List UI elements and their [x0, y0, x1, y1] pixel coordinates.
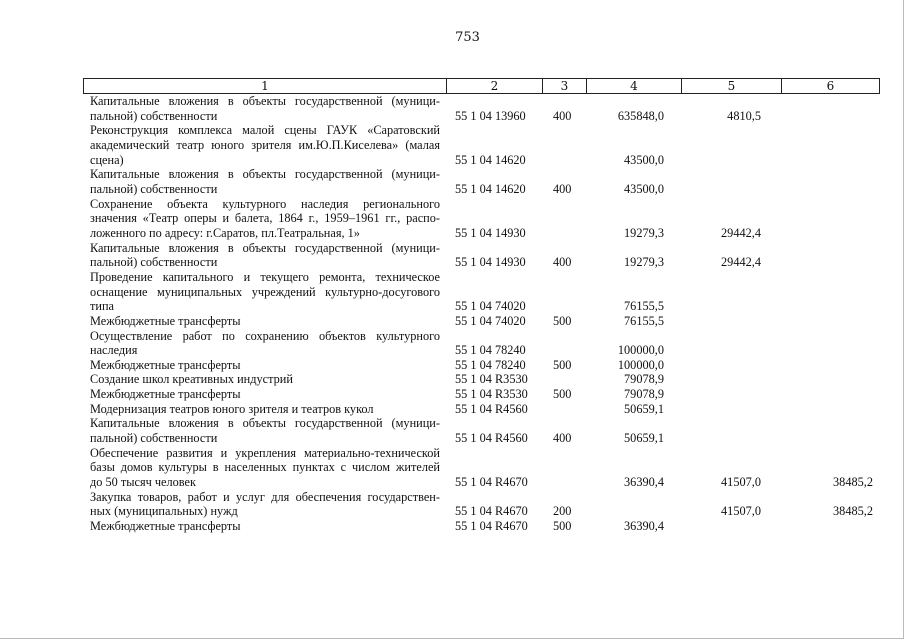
table-row: [83, 241, 878, 270]
row-code: 55 1 04 74020: [455, 313, 526, 328]
header-col-3: 3: [543, 79, 587, 93]
row-value-col4: 43500,0: [624, 152, 664, 167]
table-row: [83, 197, 878, 241]
row-value-col5: 41507,0: [721, 504, 761, 519]
row-value-col4: 19279,3: [624, 225, 664, 240]
table-row: [83, 490, 878, 519]
row-description-line: Создание школ креативных индустрий: [90, 372, 293, 387]
row-code: 55 1 04 14930: [455, 255, 526, 270]
header-col-4: 4: [587, 79, 682, 93]
row-code: 55 1 04 R4670: [455, 475, 528, 490]
row-description-line: Проведение капитального и текущего ремонта, техническое: [90, 269, 440, 284]
table-row: [83, 329, 878, 358]
row-description-line: Межбюджетные трансферты: [90, 387, 241, 402]
row-code: 55 1 04 74020: [455, 299, 526, 314]
row-description-line: Реконструкция комплекса малой сцены ГАУК «Саратовский: [90, 123, 440, 138]
row-expense-type: 500: [553, 519, 572, 534]
table-row: [83, 167, 878, 196]
row-description-line: Межбюджетные трансферты: [90, 313, 241, 328]
row-value-col4: 635848,0: [617, 108, 664, 123]
row-value-col4: 36390,4: [624, 519, 664, 534]
table-row: [83, 387, 878, 402]
table-row: [83, 314, 878, 329]
row-description-line: до 50 тысяч человек: [90, 475, 196, 490]
row-description-line: Модернизация театров юного зрителя и театров кукол: [90, 401, 374, 416]
table-body: [83, 94, 878, 534]
row-description-line: значения «Театр оперы и балета, 1864 г., 1959–1961 гг., распо-: [90, 211, 440, 226]
row-expense-type: 400: [553, 108, 572, 123]
row-value-col4: 79078,9: [624, 372, 664, 387]
row-value-col5: 29442,4: [721, 255, 761, 270]
row-code: 55 1 04 13960: [455, 108, 526, 123]
row-description-line: Капитальные вложения в объекты государственной (муници-: [90, 167, 440, 182]
row-description-line: ных (муниципальных) нужд: [90, 504, 238, 519]
row-description-line: Капитальные вложения в объекты государственной (муници-: [90, 240, 440, 255]
row-code: 55 1 04 R4670: [455, 504, 528, 519]
row-description-line: ложенного по адресу: г.Саратов, пл.Театральная, 1»: [90, 225, 360, 240]
table-row: [83, 358, 878, 373]
row-description-line: пальной) собственности: [90, 255, 218, 270]
row-description-line: базы домов культуры в населенных пунктах с числом жителей: [90, 460, 440, 475]
row-description-line: пальной) собственности: [90, 108, 218, 123]
row-value-col5: 29442,4: [721, 225, 761, 240]
row-value-col4: 79078,9: [624, 387, 664, 402]
row-value-col6: 38485,2: [833, 504, 873, 519]
table-row: [83, 446, 878, 490]
row-code: 55 1 04 14620: [455, 181, 526, 196]
row-code: 55 1 04 R4560: [455, 431, 528, 446]
row-code: 55 1 04 R3530: [455, 387, 528, 402]
table-header: [83, 78, 880, 94]
row-code: 55 1 04 78240: [455, 343, 526, 358]
row-description-line: пальной) собственности: [90, 181, 218, 196]
row-value-col4: 100000,0: [617, 343, 664, 358]
row-code: 55 1 04 78240: [455, 357, 526, 372]
row-value-col4: 100000,0: [617, 357, 664, 372]
table-row: [83, 372, 878, 387]
row-value-col4: 36390,4: [624, 475, 664, 490]
row-expense-type: 400: [553, 181, 572, 196]
header-col-2: 2: [447, 79, 543, 93]
row-value-col4: 43500,0: [624, 181, 664, 196]
table-row: [83, 270, 878, 314]
row-expense-type: 500: [553, 313, 572, 328]
row-expense-type: 400: [553, 255, 572, 270]
row-expense-type: 400: [553, 431, 572, 446]
row-description-line: Сохранение объекта культурного наследия регионального: [90, 196, 440, 211]
header-col-1: 1: [84, 79, 447, 93]
header-col-6: 6: [826, 79, 835, 93]
row-description-line: типа: [90, 299, 114, 314]
table-row: [83, 519, 878, 534]
header-col-5: 5: [682, 79, 782, 93]
row-description-line: Обеспечение развития и укрепления материально-технической: [90, 445, 440, 460]
row-value-col4: 50659,1: [624, 431, 664, 446]
row-value-col5: 4810,5: [727, 108, 761, 123]
row-code: 55 1 04 14620: [455, 152, 526, 167]
row-code: 55 1 04 R3530: [455, 372, 528, 387]
row-description-line: Межбюджетные трансферты: [90, 519, 241, 534]
row-code: 55 1 04 14930: [455, 225, 526, 240]
row-description-line: Межбюджетные трансферты: [90, 357, 241, 372]
row-value-col6: 38485,2: [833, 475, 873, 490]
row-value-col4: 19279,3: [624, 255, 664, 270]
row-value-col4: 50659,1: [624, 401, 664, 416]
row-code: 55 1 04 R4670: [455, 519, 528, 534]
row-value-col4: 76155,5: [624, 313, 664, 328]
page-number: 753: [455, 30, 480, 45]
row-description-line: Осуществление работ по сохранению объектов культурного: [90, 328, 440, 343]
row-description-line: академический театр юного зрителя им.Ю.П.Киселева» (малая: [90, 137, 440, 152]
row-description-line: пальной) собственности: [90, 431, 218, 446]
row-description-line: Закупка товаров, работ и услуг для обеспечения государствен-: [90, 489, 440, 504]
row-expense-type: 200: [553, 504, 572, 519]
table-row: [83, 94, 878, 123]
row-description-line: Капитальные вложения в объекты государственной (муници-: [90, 416, 440, 431]
row-code: 55 1 04 R4560: [455, 401, 528, 416]
row-description-line: сцена): [90, 152, 124, 167]
table-row: [83, 416, 878, 445]
row-expense-type: 500: [553, 357, 572, 372]
row-expense-type: 500: [553, 387, 572, 402]
row-description-line: Капитальные вложения в объекты государственной (муници-: [90, 94, 440, 108]
table-row: [83, 402, 878, 417]
row-value-col4: 76155,5: [624, 299, 664, 314]
table-row: [83, 123, 878, 167]
row-description-line: оснащение муниципальных учреждений культурно-досугового: [90, 284, 440, 299]
row-description-line: наследия: [90, 343, 138, 358]
row-value-col5: 41507,0: [721, 475, 761, 490]
